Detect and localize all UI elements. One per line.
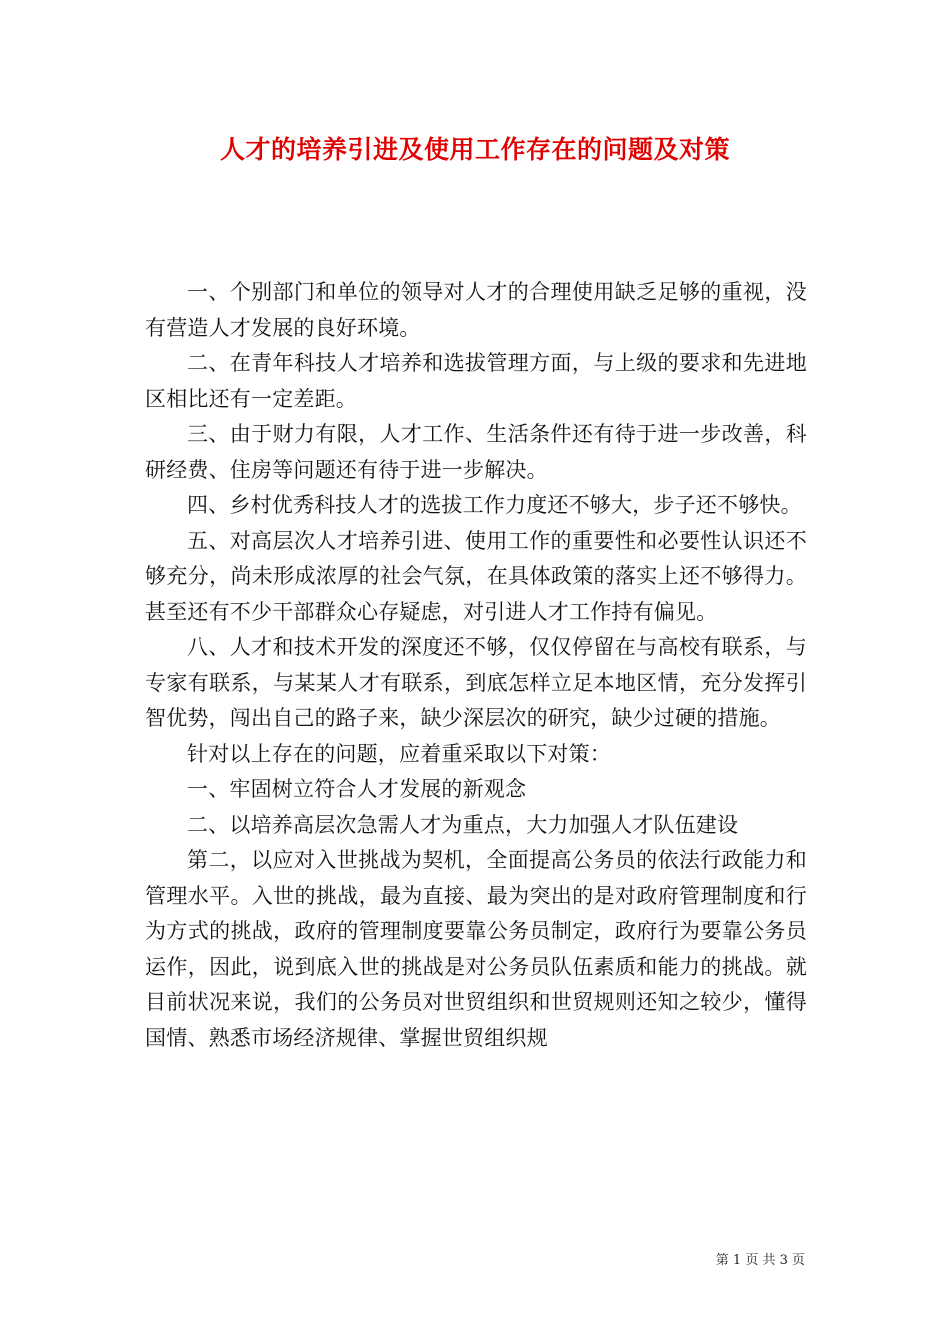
paragraph-6: 八、人才和技术开发的深度还不够，仅仅停留在与高校有联系，与专家有联系，与某某人才有联系，到底怎样立足本地区情，充分发挥引智优势，闯出自己的路子来，缺少深层次的研究，缺少过硬的措施。 <box>145 635 807 730</box>
paragraph-2: 二、在青年科技人才培养和选拔管理方面，与上级的要求和先进地区相比还有一定差距。 <box>145 351 807 411</box>
paragraph-9: 二、以培养高层次急需人才为重点，大力加强人才队伍建设 <box>187 812 739 837</box>
document-body <box>145 275 807 1056</box>
paragraph-8: 一、牢固树立符合人才发展的新观念 <box>187 777 527 801</box>
paragraph-7: 针对以上存在的问题，应着重采取以下对策： <box>187 741 611 766</box>
document-title: 人才的培养引进及使用工作存在的问题及对策 <box>219 135 730 164</box>
paragraph-3: 三、由于财力有限，人才工作、生活条件还有待于进一步改善，科研经费、住房等问题还有待于进一步解决。 <box>145 422 807 482</box>
paragraph-10: 第二，以应对入世挑战为契机，全面提高公务员的依法行政能力和管理水平。入世的挑战，最为直接、最为突出的是对政府管理制度和行为方式的挑战，政府的管理制度要靠公务员制定，政府行为要靠公务员运作，因此，说到底入世的挑战是对公务员队伍素质和能力的挑战。就目前状况来说，我们的公务员对世贸组织和世贸规则还知之较少，懂得国情、熟悉市场经济规律、掌握世贸组织规 <box>145 848 807 1050</box>
paragraph-4: 四、乡村优秀科技人才的选拔工作力度还不够大，步子还不够快。 <box>187 493 802 517</box>
paragraph-1: 一、个别部门和单位的领导对人才的合理使用缺乏足够的重视，没有营造人才发展的良好环境。 <box>145 280 807 340</box>
page-number-footer: 第 1 页 共 3 页 <box>715 1253 805 1268</box>
paragraph-5: 五、对高层次人才培养引进、使用工作的重要性和必要性认识还不够充分，尚未形成浓厚的社会气氛，在具体政策的落实上还不够得力。甚至还有不少干部群众心存疑虑，对引进人才工作持有偏见。 <box>145 528 807 624</box>
